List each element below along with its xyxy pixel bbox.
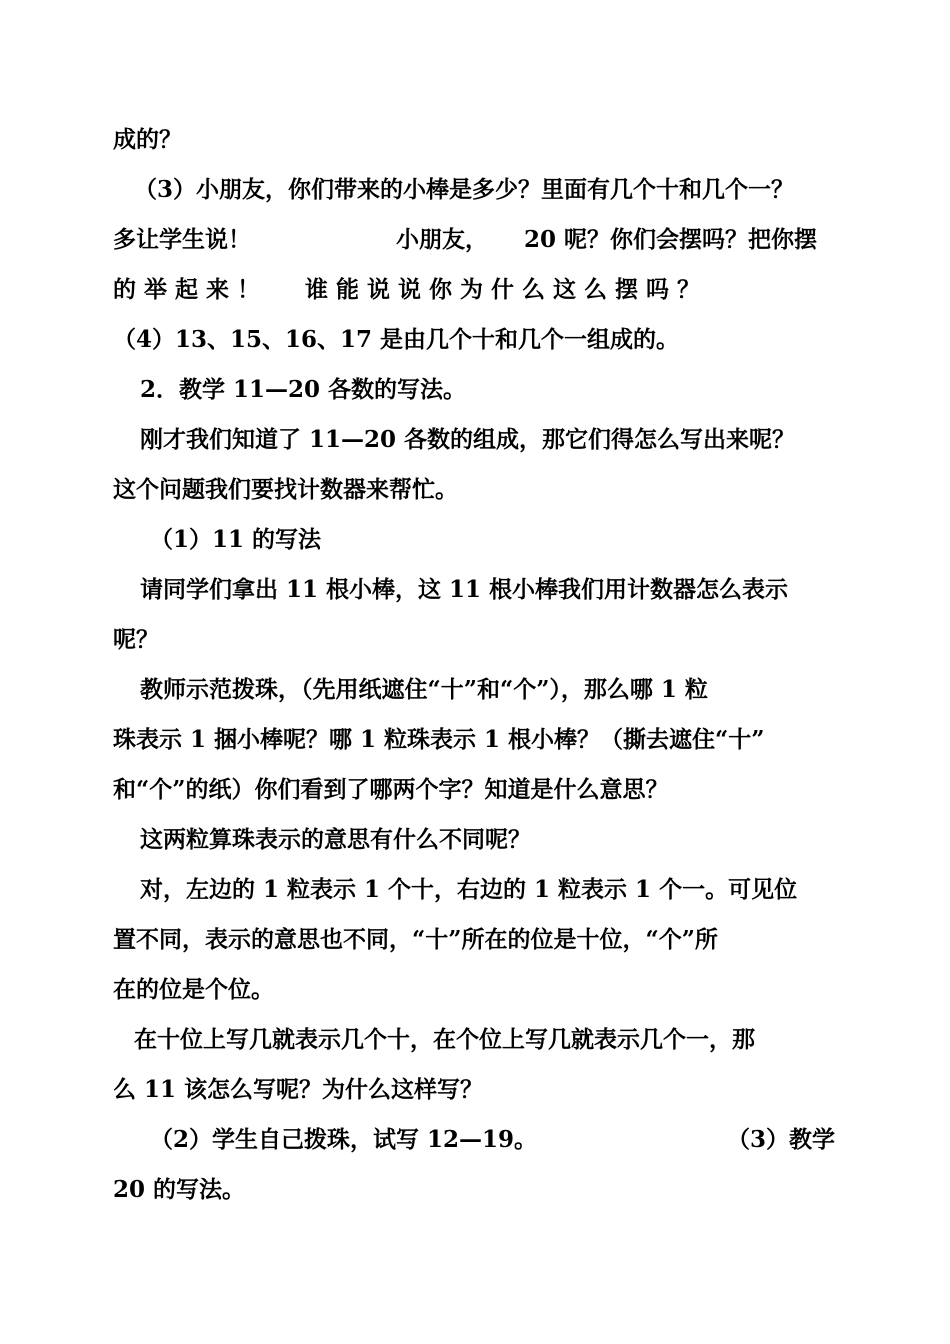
subheading-3: （3）教学 (727, 1126, 836, 1153)
text-line-10: 请同学们拿出 11 根小棒，这 11 根小棒我们用计数器怎么表示 (140, 576, 789, 603)
text-line-22: 20 的写法。 (113, 1176, 246, 1203)
text-line-8: 这个问题我们要找计数器来帮忙。 (113, 476, 458, 503)
text-line-7: 刚才我们知道了 11—20 各数的组成，那它们得怎么写出来呢？ (140, 426, 796, 453)
text-line-20: 么 11 该怎么写呢？为什么这样写？ (113, 1076, 484, 1103)
text-line-4a: 的举起来！ (113, 276, 268, 303)
text-line-15: 这两粒算珠表示的意思有什么不同呢？ (140, 826, 531, 853)
text-line-1: 成的？ (113, 126, 182, 153)
text-line-2: （3）小朋友，你们带来的小棒是多少？里面有几个十和几个一？ (134, 176, 795, 203)
subheading-1: （1）11 的写法 (150, 526, 322, 553)
text-line-4b: 谁能说说你为什么这么摆吗？ (305, 276, 708, 303)
text-line-11: 呢？ (113, 626, 159, 653)
subheading-2: （2）学生自己拨珠，试写 12—19。 (150, 1126, 538, 1153)
text-line-3b: 小朋友， (396, 226, 488, 253)
text-line-13: 珠表示 1 捆小棒呢？哪 1 粒珠表示 1 根小棒？（撕去遮住“十” (113, 726, 765, 753)
text-line-5: （4）13、15、16、17 是由几个十和几个一组成的。 (113, 326, 680, 353)
text-line-3a: 多让学生说！ (113, 226, 251, 253)
text-line-14: 和“个”的纸）你们看到了哪两个字？知道是什么意思？ (113, 776, 669, 803)
text-line-12: 教师示范拨珠，（先用纸遮住“十”和“个”），那么哪 1 粒 (140, 676, 708, 703)
text-line-16: 对，左边的 1 粒表示 1 个十，右边的 1 粒表示 1 个一。可见位 (140, 876, 798, 903)
section-heading-2: 2．教学 11—20 各数的写法。 (140, 376, 467, 403)
text-line-17: 置不同，表示的意思也不同，“十”所在的位是十位，“个”所 (113, 926, 718, 953)
text-line-3c: 20 呢？你们会摆吗？把你摆 (524, 226, 818, 253)
text-line-19: 在十位上写几就表示几个十，在个位上写几就表示几个一，那 (134, 1026, 755, 1053)
text-line-18: 在的位是个位。 (113, 976, 274, 1003)
